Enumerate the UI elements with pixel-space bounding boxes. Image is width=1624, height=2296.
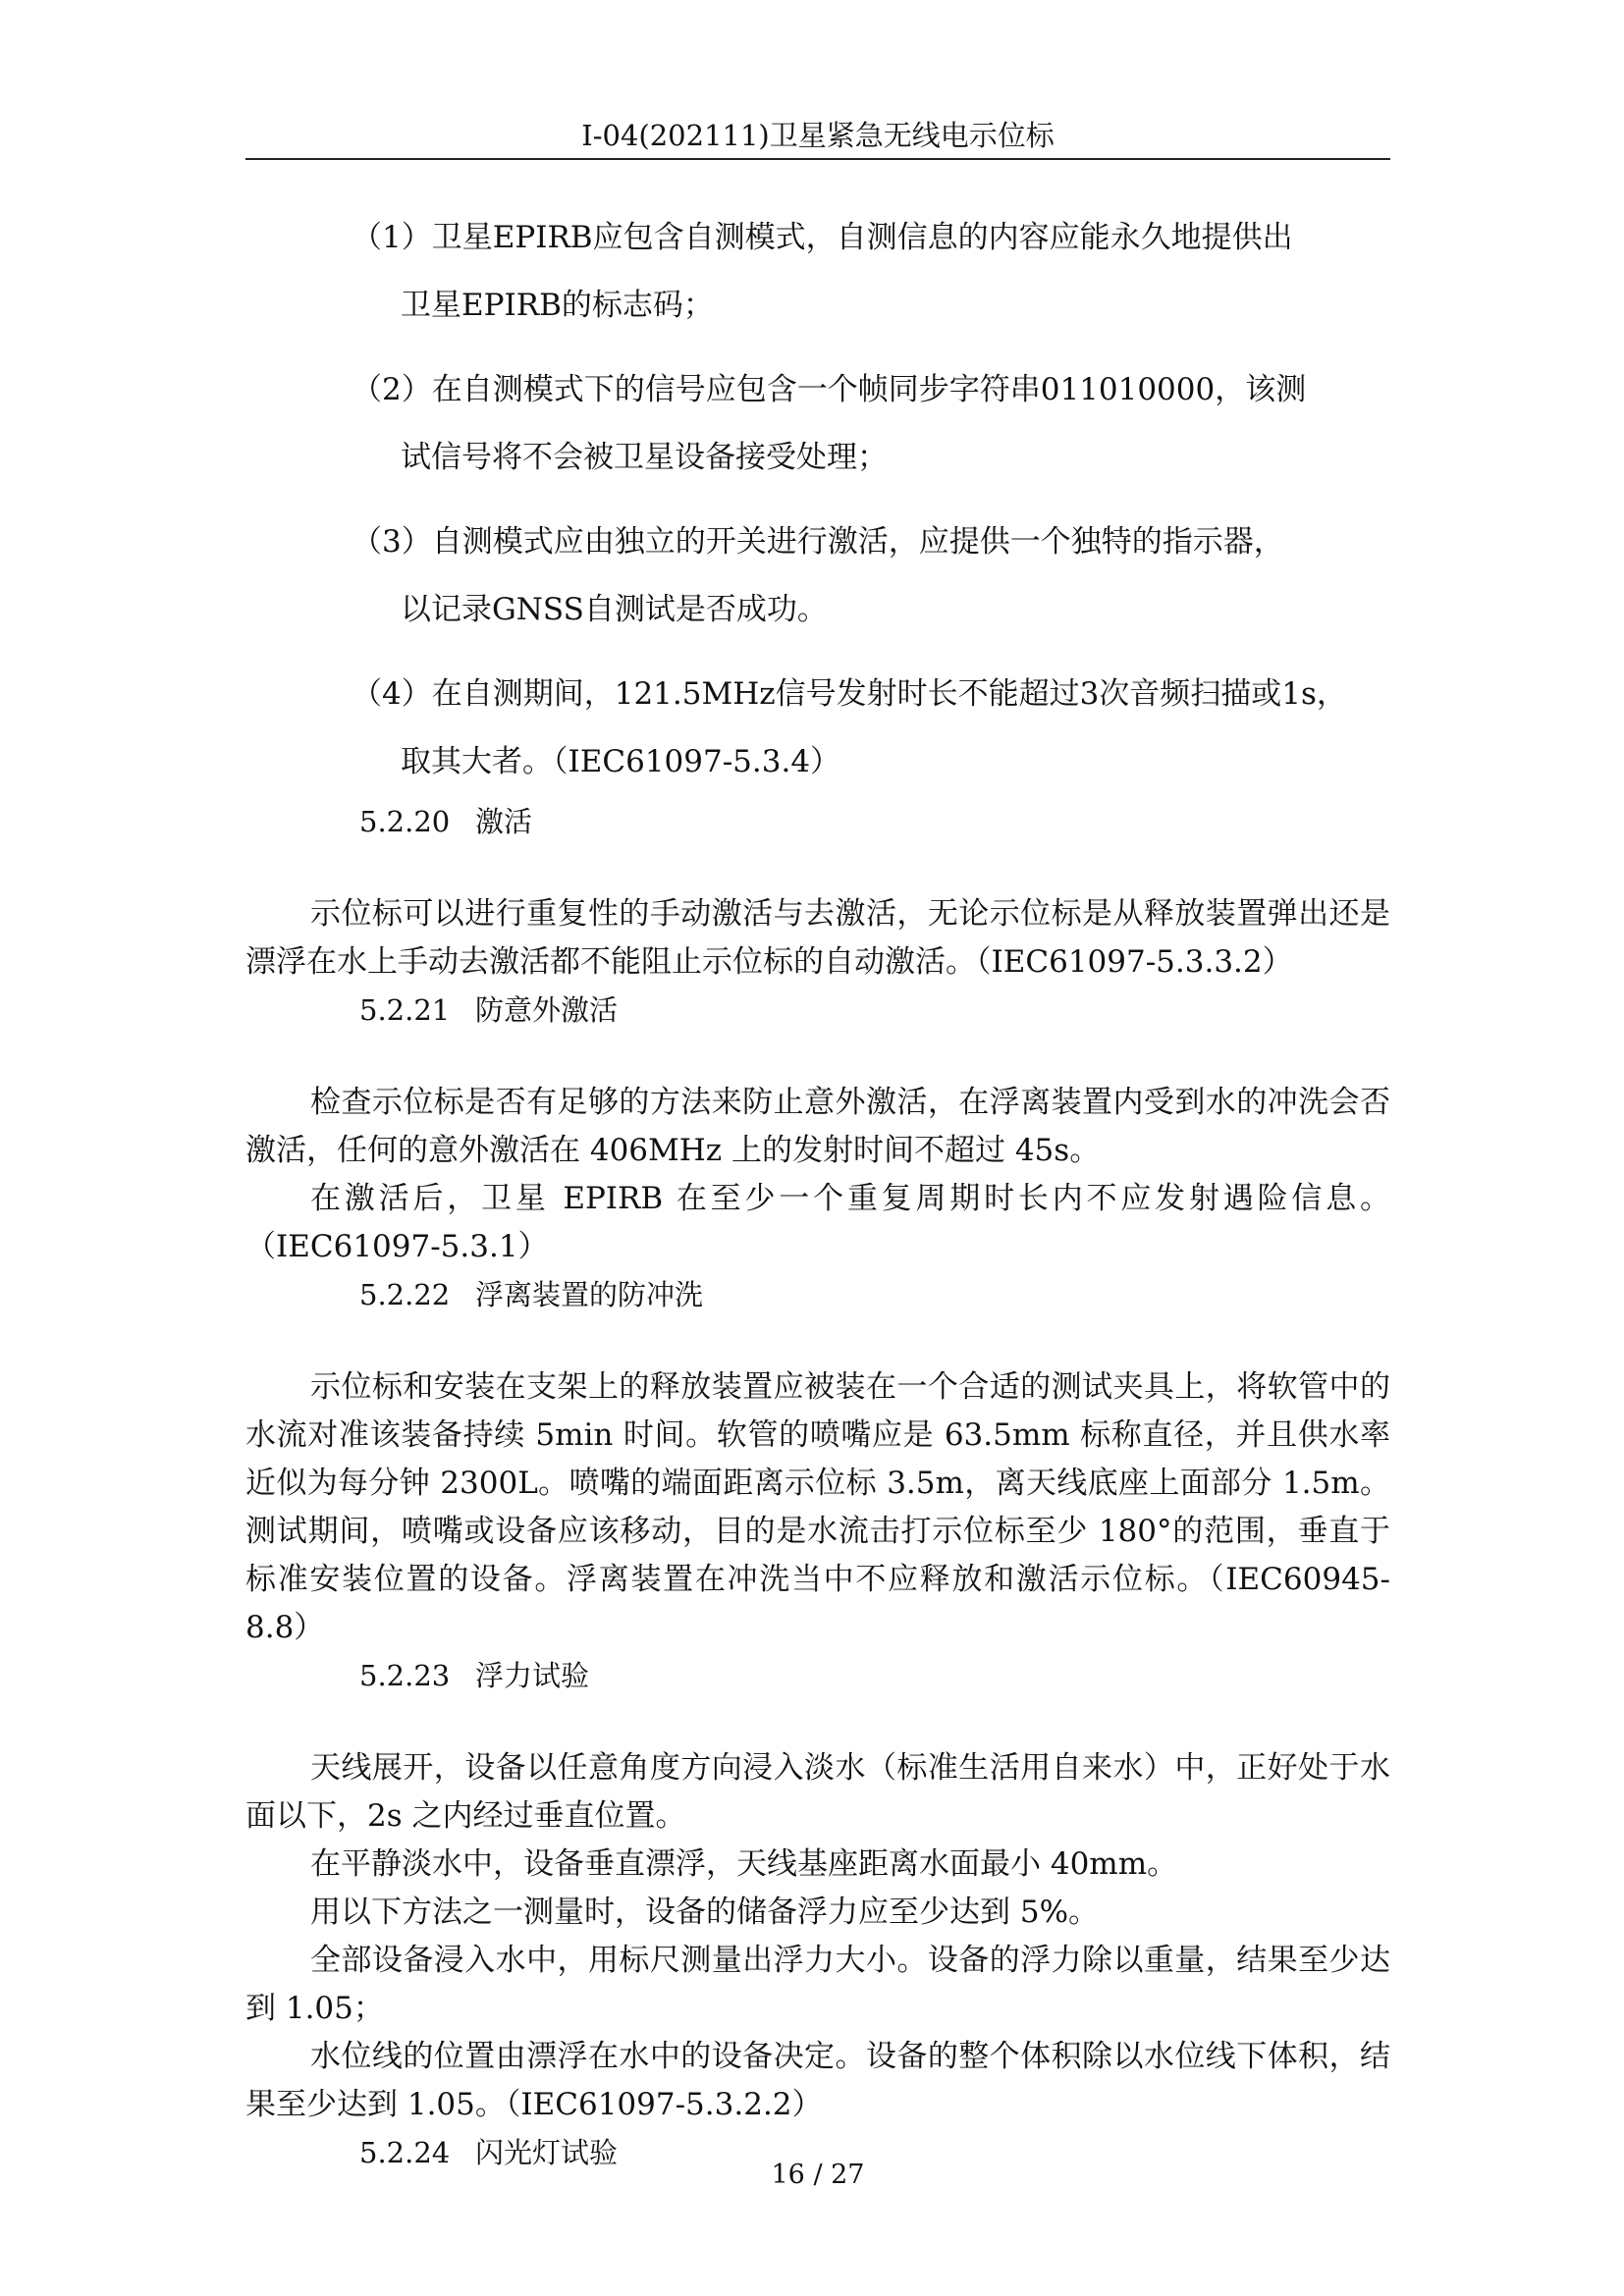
page-number: 16 / 27	[771, 2160, 865, 2190]
section-number: 5.2.22	[359, 1278, 451, 1311]
section-heading	[245, 802, 1390, 841]
list-item-line: （2）在自测模式下的信号应包含一个帧同步字符串011010000，该测	[352, 372, 1307, 407]
list-item	[245, 508, 1390, 644]
section-heading	[245, 990, 1390, 1030]
section-title: 激活	[475, 805, 533, 838]
list-item	[245, 356, 1390, 492]
paragraph: 在激活后，卫星 EPIRB 在至少一个重复周期时长内不应发射遇险信息。（IEC61097-5.3.1）	[245, 1181, 1390, 1264]
paragraph: 示位标可以进行重复性的手动激活与去激活，无论示位标是从释放装置弹出还是漂浮在水上手动去激活都不能阻止示位标的自动激活。（IEC61097-5.3.3.2）	[245, 896, 1390, 980]
section-heading	[245, 1656, 1390, 1695]
paragraph: 在平静淡水中，设备垂直漂浮，天线基座距离水面最小 40mm。	[310, 1846, 1178, 1882]
list-item-line: 试信号将不会被卫星设备接受处理；	[401, 440, 888, 475]
paragraph: 水位线的位置由漂浮在水中的设备决定。设备的整个体积除以水位线下体积，结果至少达到 1.05。（IEC61097-5.3.2.2）	[245, 2039, 1390, 2122]
list-item-line: 以记录GNSS自测试是否成功。	[401, 592, 828, 627]
header-divider	[245, 158, 1390, 160]
section-number: 5.2.23	[359, 1659, 451, 1692]
section-number: 5.2.24	[359, 2136, 451, 2169]
page-body	[245, 204, 1390, 2172]
section-title: 防意外激活	[475, 993, 619, 1027]
list-item-line: 取其大者。（IEC61097-5.3.4）	[401, 744, 841, 779]
section-heading	[245, 1275, 1390, 1314]
paragraph: 全部设备浸入水中，用标尺测量出浮力大小。设备的浮力除以重量，结果至少达到 1.05；	[245, 1943, 1390, 2026]
paragraph: 检查示位标是否有足够的方法来防止意外激活，在浮离装置内受到水的冲洗会否激活，任何的意外激活在 406MHz 上的发射时间不超过 45s。	[245, 1085, 1390, 1168]
section-title: 浮力试验	[475, 1659, 590, 1692]
list-item	[245, 661, 1390, 796]
list-item-line: （4）在自测期间，121.5MHz信号发射时长不能超过3次音频扫描或1s，	[352, 676, 1347, 712]
section-number: 5.2.20	[359, 805, 451, 838]
list-item	[245, 204, 1390, 340]
section-number: 5.2.21	[359, 993, 451, 1027]
paragraph: 示位标和安装在支架上的释放装置应被装在一个合适的测试夹具上，将软管中的水流对准该装备持续 5min 时间。软管的喷嘴应是 63.5mm 标称直径，并且供水率近似为每分钟 2300L。喷嘴的端面距离示位标 3.5m，离天线底座上面部分 1.5m。测试期间，喷嘴或设备应该移动，目的是水流击打示位标至少 180°的范围，垂直于标准安装位置的设备。浮离装置在冲洗当中不应释放和激活示位标。（IEC60945-8.8）	[245, 1369, 1390, 1645]
page-header: I-04(202111)卫星紧急无线电示位标	[581, 119, 1055, 152]
list-item-line: （3）自测模式应由独立的开关进行激活，应提供一个独特的指示器，	[352, 524, 1284, 560]
paragraph: 天线展开，设备以任意角度方向浸入淡水（标准生活用自来水）中，正好处于水面以下，2s 之内经过垂直位置。	[245, 1750, 1390, 1834]
list-item-line: 卫星EPIRB的标志码；	[401, 288, 714, 323]
list-item-line: （1）卫星EPIRB应包含自测模式，自测信息的内容应能永久地提供出	[352, 220, 1293, 255]
section-title: 闪光灯试验	[475, 2136, 619, 2169]
paragraph: 用以下方法之一测量时，设备的储备浮力应至少达到 5%。	[310, 1895, 1100, 1930]
section-title: 浮离装置的防冲洗	[475, 1278, 704, 1311]
